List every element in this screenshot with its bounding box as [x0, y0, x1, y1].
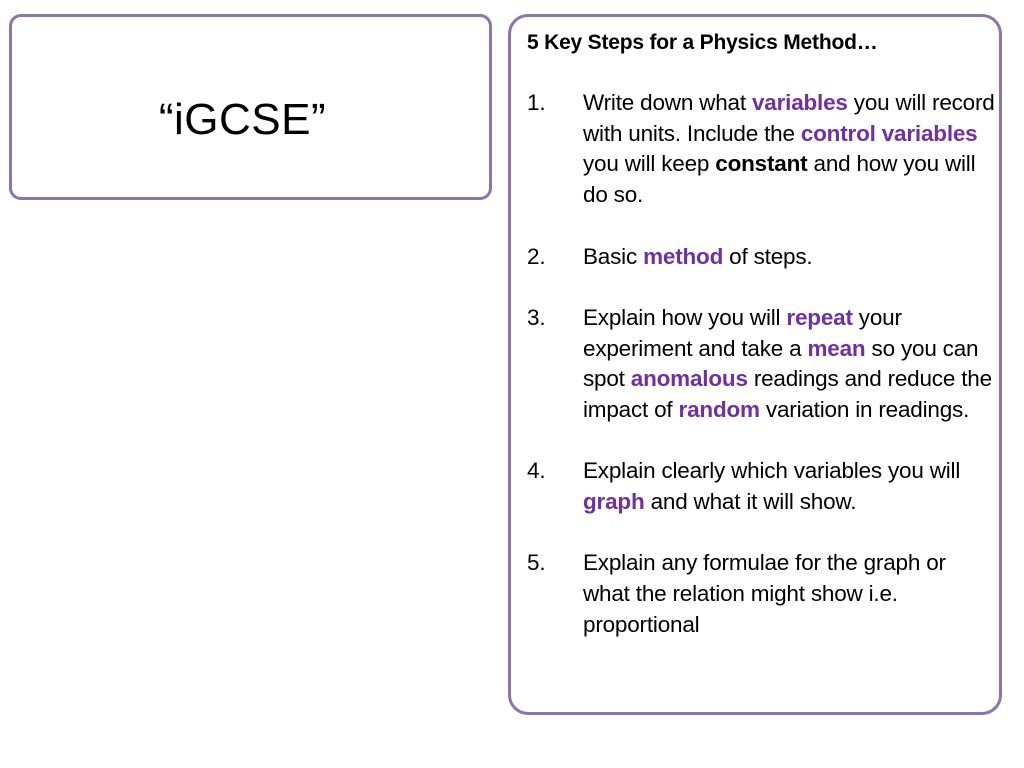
text-segment: you will keep [583, 151, 716, 177]
steps-heading: 5 Key Steps for a Physics Method… [527, 31, 878, 54]
text-segment: your experiment and take a [583, 304, 902, 361]
keyword-anomalous: anomalous [630, 366, 748, 392]
text-segment: and how you will do so. [583, 151, 976, 208]
step-number: 5. [527, 550, 546, 576]
keyword-method: method [643, 243, 724, 269]
title-box [9, 14, 492, 200]
step-number: 3. [527, 304, 546, 330]
keyword-graph: graph [583, 489, 645, 515]
keyword-random: random [678, 397, 760, 422]
steps-list [527, 88, 997, 671]
step-item [527, 456, 997, 517]
text-segment: you will record with units. Include the [583, 90, 995, 146]
steps-box [508, 14, 1002, 715]
keyword-control-variables: control variables [800, 120, 978, 146]
text-segment: readings and reduce the impact of [583, 366, 992, 422]
step-text [583, 305, 992, 422]
text-segment: Explain how you will [583, 304, 787, 330]
step-item [527, 242, 997, 273]
step-number: 4. [527, 458, 546, 484]
text-segment: Explain any formulae for the graph or what the relation might show i.e. proportional [583, 550, 946, 637]
step-text [583, 458, 960, 514]
keyword-repeat: repeat [786, 304, 853, 330]
keyword-mean: mean [807, 335, 866, 361]
text-segment: Basic [583, 243, 644, 269]
step-text [583, 90, 995, 207]
step-item [527, 548, 997, 640]
slide-title: “iGCSE” [158, 95, 327, 144]
text-segment: Explain clearly which variables you will [583, 458, 961, 484]
step-number: 1. [527, 90, 546, 115]
text-segment: Write down what [583, 90, 752, 115]
text-segment: so you can spot [583, 335, 979, 392]
text-segment: of steps. [723, 243, 813, 269]
keyword-variables: variables [751, 90, 848, 115]
text-segment: variation in readings. [759, 397, 970, 422]
step-number: 2. [527, 243, 546, 269]
step-item [527, 303, 997, 426]
step-text [583, 244, 812, 269]
step-item [527, 88, 997, 211]
keyword-constant: constant [715, 151, 808, 177]
step-text [583, 550, 946, 636]
text-segment: and what it will show. [644, 489, 857, 515]
